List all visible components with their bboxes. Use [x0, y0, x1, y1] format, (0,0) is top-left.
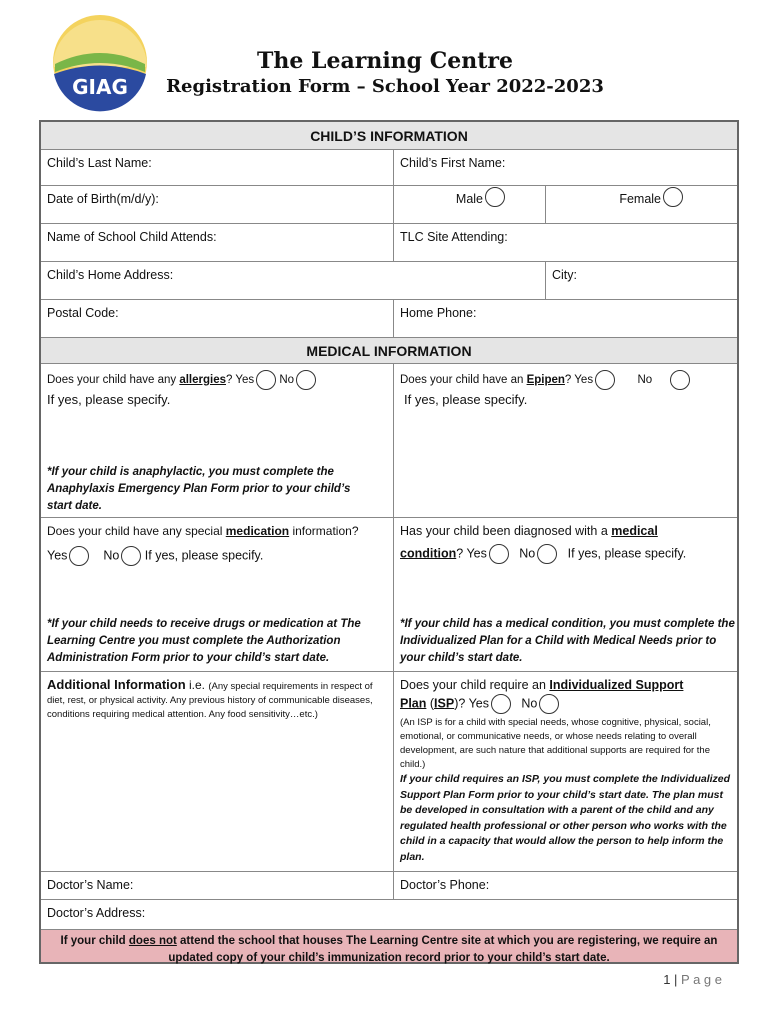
medication-question: Does your child have any special: [47, 524, 226, 538]
condition-cell: [393, 518, 737, 671]
medication-note: *If your child needs to receive drugs or medication at The Learning Centre you must complete the Authorization Administration Form prior to your child’s start date.: [47, 618, 361, 664]
allergies-no-label: No: [279, 374, 295, 387]
allergies-yes-radio[interactable]: [256, 370, 276, 390]
tlc-site-field[interactable]: TLC Site Attending:: [393, 224, 737, 261]
additional-info-desc: (Any special requirements in respect of diet, rest, or physical activity. Any previous history of communicable diseases, conditions requiring medical attention. Any food sensitivity…etc.): [47, 681, 373, 720]
condition-word-condition: condition: [400, 546, 457, 561]
address-field[interactable]: Child’s Home Address:: [47, 268, 174, 282]
condition-yes-radio[interactable]: [489, 544, 509, 564]
row-address: [41, 262, 737, 300]
isp-no-label: No: [521, 696, 538, 711]
epipen-no-radio[interactable]: [670, 370, 690, 390]
page-number: [663, 972, 722, 987]
isp-word: Individualized Support: [549, 678, 684, 692]
page-label: P a g e: [681, 972, 722, 987]
page-separator: |: [670, 972, 682, 987]
epipen-yes-radio[interactable]: [595, 370, 615, 390]
isp-abbrev: ISP: [434, 696, 455, 711]
epipen-word: Epipen: [526, 374, 565, 387]
isp-word-plan: Plan: [400, 696, 427, 711]
isp-paren: (: [426, 696, 435, 711]
epipen-question: Does your child have an: [400, 374, 527, 387]
doctor-name-field[interactable]: Doctor’s Name:: [47, 878, 134, 892]
epipen-cell: [393, 364, 737, 517]
isp-no-radio[interactable]: [539, 694, 559, 714]
medication-no-radio[interactable]: [121, 546, 141, 566]
additional-info-ie: i.e.: [185, 678, 209, 692]
allergies-question: Does your child have any: [47, 374, 180, 387]
notice-text-end: attend the school that houses The Learning Centre site at which you are registering, we require an updated copy of your child’s immunization record prior to your child’s start date.: [168, 935, 718, 964]
isp-description: (An ISP is for a child with special needs, whose cognitive, physical, social, emotional, or communicative needs, or whose needs relating to overall development, are such nature that additional supports are required for the child.): [400, 717, 711, 770]
city-field[interactable]: City:: [545, 262, 737, 299]
row-dob: [41, 186, 737, 224]
row-allergies: [41, 364, 737, 518]
medication-no-label: No: [103, 548, 120, 563]
section-header-child: CHILD’S INFORMATION: [41, 122, 737, 150]
condition-yes-label: ? Yes: [456, 546, 487, 561]
medication-yes-radio[interactable]: [69, 546, 89, 566]
condition-word-medical: medical: [611, 524, 658, 538]
medication-word: medication: [225, 524, 290, 538]
epipen-yes-label: ? Yes: [564, 374, 594, 387]
immunization-notice: [41, 930, 737, 962]
home-phone-field[interactable]: Home Phone:: [393, 300, 737, 337]
page-subtitle: Registration Form – School Year 2022-2023: [166, 76, 604, 97]
page-number-value: 1: [663, 972, 671, 987]
doctor-phone-field[interactable]: Doctor’s Phone:: [393, 872, 737, 899]
allergies-specify[interactable]: If yes, please specify.: [47, 392, 171, 407]
anaphylactic-note: *If your child is anaphylactic, you must complete the Anaphylaxis Emergency Plan Form prior to your child’s start date.: [47, 466, 351, 512]
female-label: Female: [619, 192, 661, 206]
medication-yes-label: Yes: [47, 548, 68, 563]
last-name-field[interactable]: Child’s Last Name:: [47, 156, 152, 170]
additional-info-label: Additional Information: [47, 677, 186, 692]
additional-info-cell[interactable]: [41, 672, 393, 871]
isp-cell: [393, 672, 737, 871]
condition-question: Has your child been diagnosed with a: [400, 524, 612, 538]
allergies-cell: [41, 364, 393, 517]
male-radio[interactable]: [485, 187, 505, 207]
section-header-medical: MEDICAL INFORMATION: [41, 338, 737, 364]
page-title: The Learning Centre: [257, 48, 513, 74]
isp-note: If your child requires an ISP, you must complete the Individualized Support Plan Form prior to your child’s start date. The plan must be developed in consultation with a parent of the child and any regulated health professional or other person who works with the child in a capacity that would allow the person to help inform the plan.: [400, 773, 731, 863]
medication-specify[interactable]: If yes, please specify.: [144, 548, 264, 563]
condition-no-radio[interactable]: [537, 544, 557, 564]
condition-note: *If your child has a medical condition, you must complete the Individualized Plan for a Child with Medical Needs prior to your child’s start date.: [400, 618, 735, 664]
allergies-yes-label: ? Yes: [226, 374, 255, 387]
isp-yes-label: )? Yes: [454, 696, 489, 711]
school-field[interactable]: Name of School Child Attends:: [47, 230, 217, 244]
doctor-address-field[interactable]: Doctor’s Address:: [47, 906, 146, 920]
row-school: [41, 224, 737, 262]
epipen-specify[interactable]: If yes, please specify.: [404, 392, 528, 407]
notice-does-not: does not: [128, 935, 177, 947]
medication-question-end: information?: [289, 524, 359, 538]
female-option[interactable]: [545, 186, 737, 223]
condition-specify[interactable]: If yes, please specify.: [567, 546, 687, 561]
notice-text-start: If your child: [60, 935, 129, 947]
row-medication: [41, 518, 737, 672]
medication-cell: [41, 518, 393, 671]
svg-text:GIAG: GIAG: [72, 75, 128, 99]
registration-form: [39, 120, 739, 964]
female-radio[interactable]: [663, 187, 683, 207]
male-label: Male: [455, 192, 483, 206]
epipen-no-label: No: [637, 374, 653, 387]
row-doctor-address: [41, 900, 737, 930]
row-additional: [41, 672, 737, 872]
row-postal: [41, 300, 737, 338]
allergies-word: allergies: [179, 374, 226, 387]
row-doctor: [41, 872, 737, 900]
isp-yes-radio[interactable]: [491, 694, 511, 714]
first-name-field[interactable]: Child’s First Name:: [393, 150, 737, 185]
dob-field[interactable]: Date of Birth(m/d/y):: [47, 192, 159, 206]
isp-question: Does your child require an: [400, 678, 550, 692]
condition-no-label: No: [519, 546, 536, 561]
postal-code-field[interactable]: Postal Code:: [47, 306, 119, 320]
allergies-no-radio[interactable]: [296, 370, 316, 390]
row-names: [41, 150, 737, 186]
male-option[interactable]: [393, 186, 545, 223]
